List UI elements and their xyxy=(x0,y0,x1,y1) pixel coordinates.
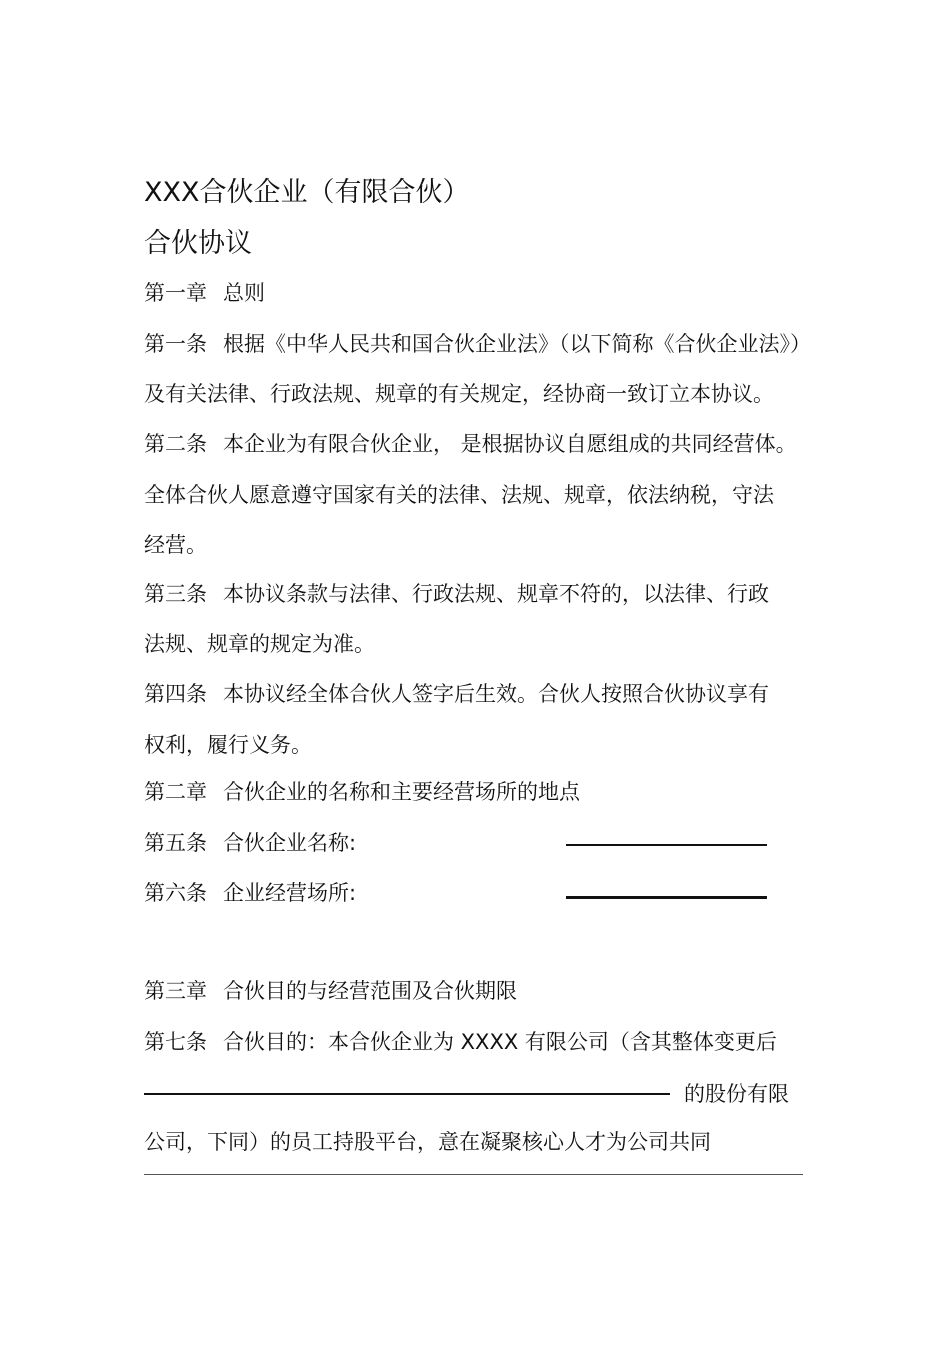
article-number: 第二条 xyxy=(144,432,207,456)
article-text: 本协议条款与法律、行政法规、规章不符的，以法律、行政 xyxy=(223,582,769,606)
article-line xyxy=(144,430,797,458)
article-text: 本协议经全体合伙人签字后生效。合伙人按照合伙协议享有 xyxy=(223,682,769,706)
business-location-blank-line xyxy=(566,896,767,899)
article-line xyxy=(144,879,356,907)
enterprise-name-blank-line xyxy=(566,844,767,846)
article-number: 第五条 xyxy=(144,831,207,855)
article-line xyxy=(144,1028,777,1056)
document-title: XXX合伙企业（有限合伙） xyxy=(144,177,470,208)
article-line xyxy=(144,580,769,608)
article-line xyxy=(144,330,811,358)
chapter-number: 第三章 xyxy=(144,979,207,1003)
article-number: 第七条 xyxy=(144,1030,207,1054)
article-number: 第四条 xyxy=(144,682,207,706)
article-number: 第六条 xyxy=(144,881,207,905)
chapter-number: 第一章 xyxy=(144,281,207,305)
article-text: 权利，履行义务。 xyxy=(144,733,312,757)
company-name-blank-line xyxy=(144,1093,670,1095)
chapter-title: 合伙目的与经营范围及合伙期限 xyxy=(223,979,517,1003)
chapter-title: 合伙企业的名称和主要经营场所的地点 xyxy=(223,780,580,804)
article-text: 本企业为有限合伙企业， 是根据协议自愿组成的共同经营体。 xyxy=(223,432,797,456)
article-text: 经营。 xyxy=(144,533,207,557)
article-text: 公司，下同）的员工持股平台，意在凝聚核心人才为公司共同 xyxy=(144,1130,711,1154)
page-bottom-rule xyxy=(144,1174,803,1175)
article-line xyxy=(144,829,356,857)
article-text: 全体合伙人愿意遵守国家有关的法律、法规、规章，依法纳税，守法 xyxy=(144,483,774,507)
article-text: 的股份有限 xyxy=(684,1082,789,1106)
chapter-title: 总则 xyxy=(223,281,265,305)
chapter-heading xyxy=(144,279,265,307)
article-text: 及有关法律、行政法规、规章的有关规定，经协商一致订立本协议。 xyxy=(144,382,774,406)
article-text: 合伙目的：本合伙企业为 XXXX 有限公司（含其整体变更后 xyxy=(223,1030,777,1054)
article-text: 根据《中华人民共和国合伙企业法》（以下简称《合伙企业法》） xyxy=(223,332,811,356)
article-number: 第三条 xyxy=(144,582,207,606)
article-number: 第一条 xyxy=(144,332,207,356)
document-subtitle: 合伙协议 xyxy=(144,228,252,259)
chapter-heading xyxy=(144,977,517,1005)
article-text: 法规、规章的规定为准。 xyxy=(144,632,375,656)
field-label: 企业经营场所: xyxy=(223,881,357,905)
chapter-heading xyxy=(144,778,580,806)
chapter-number: 第二章 xyxy=(144,780,207,804)
article-line xyxy=(144,680,769,708)
field-label: 合伙企业名称: xyxy=(223,831,357,855)
